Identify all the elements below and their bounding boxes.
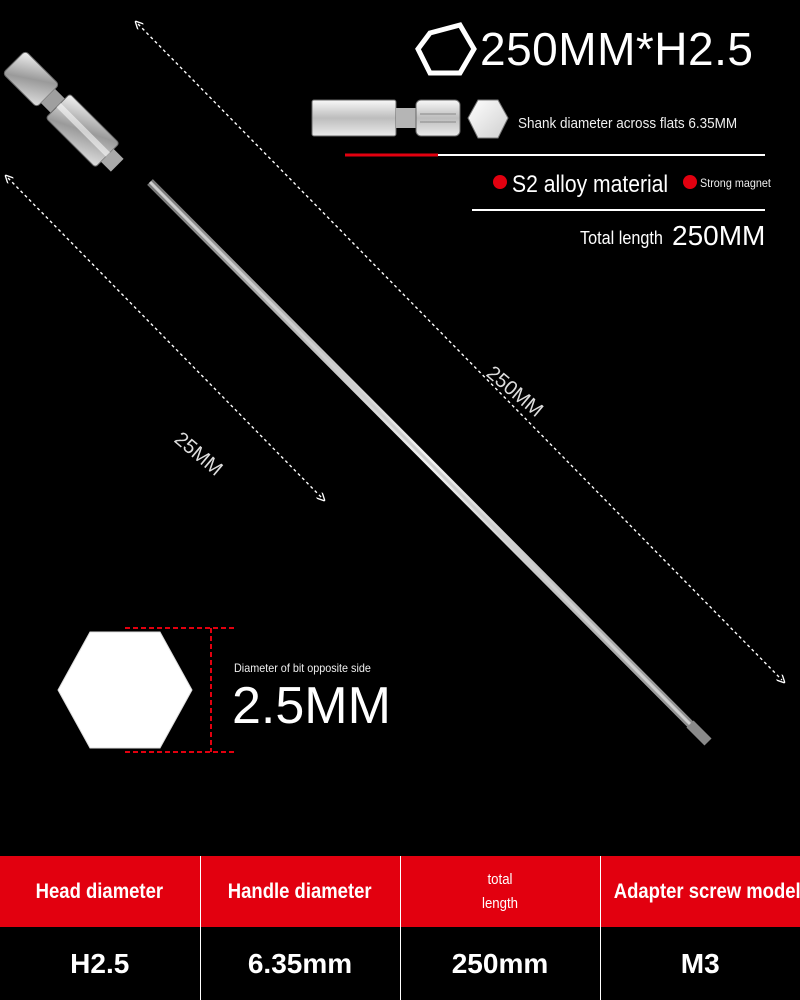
spec-value-handle-diameter: 6.35mm bbox=[200, 927, 400, 1000]
spec-header-adapter-screw-model: Adapter screw model bbox=[613, 879, 800, 903]
spec-header-cell bbox=[0, 856, 200, 927]
spec-value-adapter-screw-model: M3 bbox=[600, 927, 800, 1000]
dimension-arrow-25 bbox=[8, 178, 322, 498]
material-label: S2 alloy material bbox=[512, 171, 669, 198]
total-length-value: 250MM bbox=[672, 220, 766, 251]
spec-value-row bbox=[0, 927, 800, 1000]
spec-header-cell bbox=[200, 856, 400, 927]
hexagon-outline-icon bbox=[418, 25, 474, 73]
shank-diagram bbox=[312, 100, 508, 138]
product-title: 250MM*H2.5 bbox=[480, 23, 754, 75]
bullet-dot bbox=[493, 175, 507, 189]
spec-header-row bbox=[0, 856, 800, 927]
spec-table bbox=[0, 856, 800, 1000]
dimension-label-25: 25MM bbox=[169, 428, 227, 481]
spec-value-head-diameter: H2.5 bbox=[0, 927, 200, 1000]
magnet-label: Strong magnet bbox=[700, 176, 771, 190]
spec-header-cell bbox=[600, 856, 800, 927]
bit-diameter-value: 2.5MM bbox=[232, 677, 391, 735]
spec-value-total-length: 250mm bbox=[400, 927, 600, 1000]
bit-cross-section bbox=[58, 628, 236, 752]
shank-diameter-label: Shank diameter across flats 6.35MM bbox=[518, 115, 738, 132]
bit-diameter-label: Diameter of bit opposite side bbox=[234, 661, 371, 675]
spec-header-head-diameter: Head diameter bbox=[36, 879, 164, 903]
spec-header-handle-diameter: Handle diameter bbox=[228, 879, 372, 903]
spec-header-cell bbox=[400, 856, 600, 927]
spec-header-total-length: total length bbox=[482, 870, 518, 912]
total-length-label: Total length bbox=[580, 228, 663, 248]
dimension-label-250: 250MM bbox=[481, 362, 548, 422]
bullet-dot bbox=[683, 175, 697, 189]
